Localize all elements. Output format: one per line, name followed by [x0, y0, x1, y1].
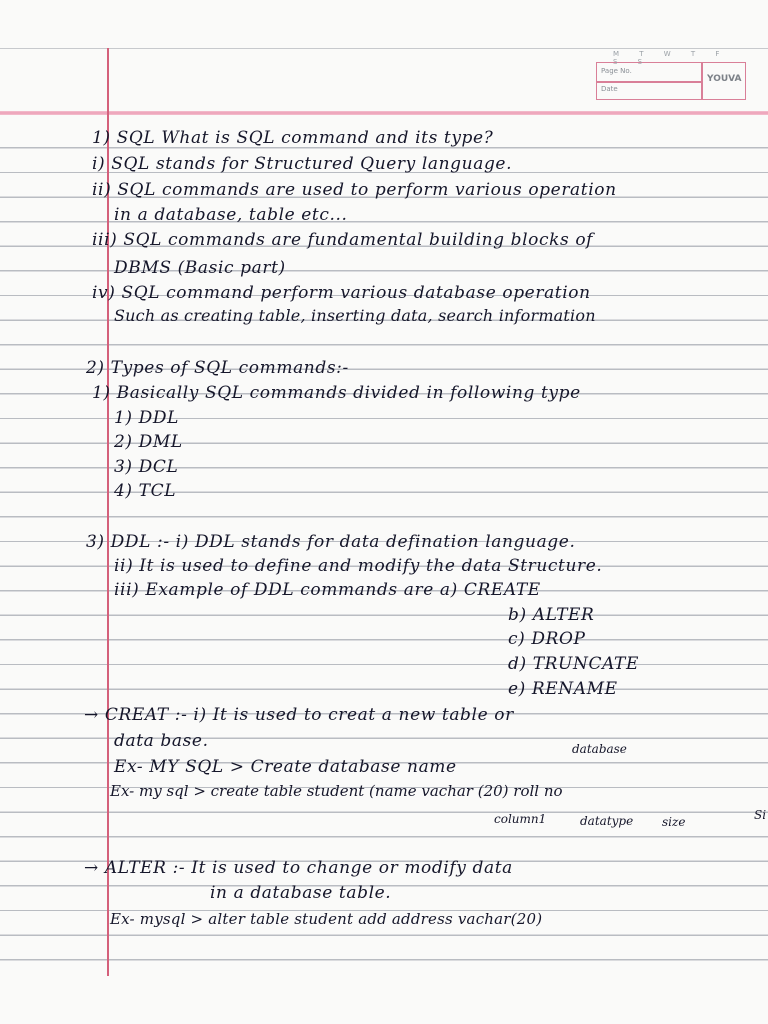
text-line: in a database, table etc... [114, 205, 348, 225]
text-line: i) SQL stands for Structured Query language. [92, 154, 513, 174]
annotation-datatype: datatype [580, 814, 634, 828]
list-item: 2) DML [114, 432, 183, 452]
heading-question-1: 1) SQL What is SQL command and its type? [92, 128, 494, 148]
list-item: d) TRUNCATE [508, 654, 639, 674]
heading-alter: → ALTER :- It is used to change or modify data [84, 858, 513, 878]
text-line: iii) Example of DDL commands are a) CREATE [114, 580, 541, 600]
brand-logo: YOUVA [707, 74, 742, 84]
list-item: e) RENAME [508, 679, 618, 699]
date-box [596, 50, 746, 100]
code-example: Ex- MY SQL > Create database name [114, 757, 457, 777]
top-ruled-line [0, 48, 768, 49]
text-line: 1) Basically SQL commands divided in following type [92, 383, 581, 403]
annotation-database: database [572, 742, 627, 756]
list-item: b) ALTER [508, 605, 595, 625]
heading-question-2: 2) Types of SQL commands:- [86, 358, 349, 378]
list-item: 1) DDL [114, 408, 180, 428]
text-line: ii) It is used to define and modify the data Structure. [114, 556, 603, 576]
date-label: Date [601, 85, 618, 93]
date-box-divider [597, 81, 701, 83]
text-line: data base. [114, 731, 209, 751]
code-example: Ex- my sql > create table student (name vachar (20) roll no [110, 782, 563, 800]
text-line: Such as creating table, inserting data, search information [114, 306, 596, 325]
annotation-size: size [662, 815, 686, 829]
text-line: iii) SQL commands are fundamental building blocks of [92, 230, 594, 250]
list-item: c) DROP [508, 629, 586, 649]
header-rule [0, 111, 768, 115]
text-line: DBMS (Basic part) [114, 258, 286, 278]
text-line: ii) SQL commands are used to perform various operation [92, 180, 617, 200]
text-line: iv) SQL command perform various database operation [92, 283, 591, 303]
date-box-divider [701, 63, 703, 99]
text-line: in a database table. [210, 883, 392, 903]
list-item: 3) DCL [114, 457, 179, 477]
code-example: Ex- mysql > alter table student add address vachar(20) [110, 910, 543, 928]
page-no-label: Page No. [601, 67, 632, 75]
annotation-column1: column1 [494, 812, 547, 826]
heading-question-3: 3) DDL :- i) DDL stands for data defination language. [86, 532, 576, 552]
weekday-letters: M T W T F S S [613, 50, 729, 66]
annotation-size: Si [754, 808, 767, 822]
heading-create: → CREAT :- i) It is used to creat a new table or [84, 705, 514, 725]
list-item: 4) TCL [114, 481, 177, 501]
